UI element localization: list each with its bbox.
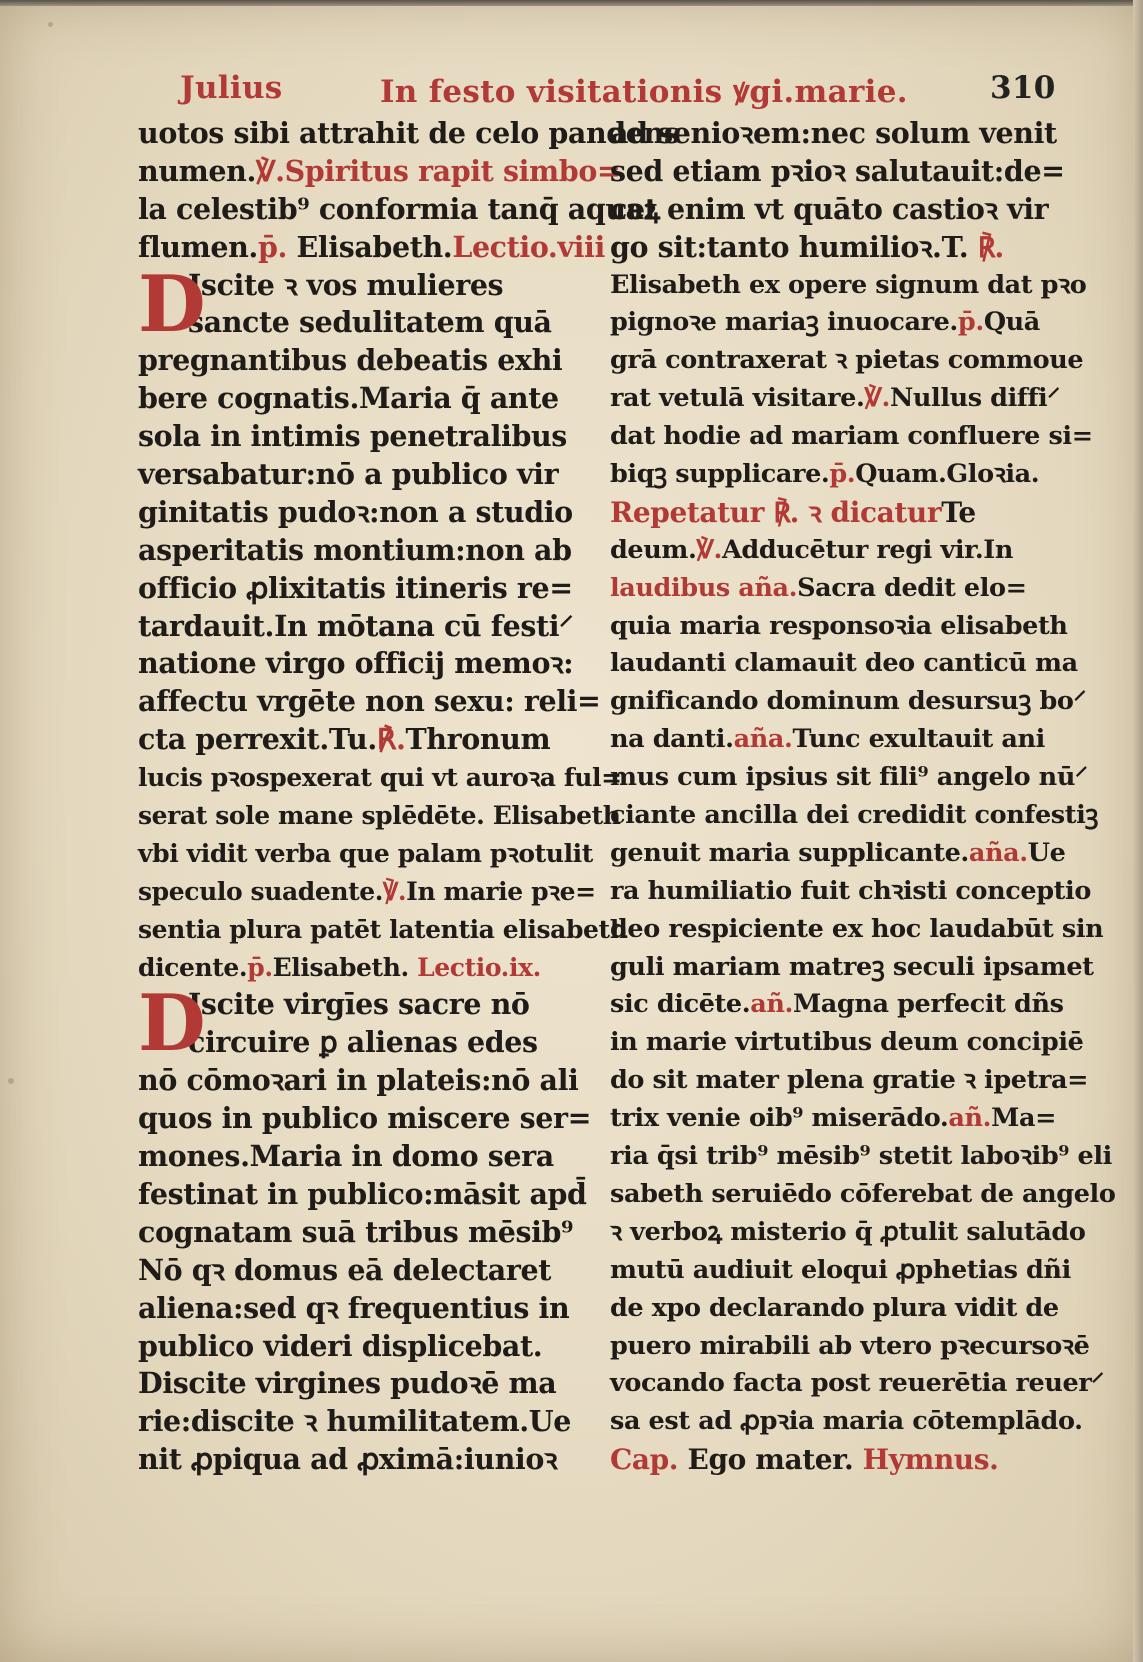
text-line: sola in intimis penetralibus	[138, 419, 567, 454]
text-line: publico videri displicebat.	[138, 1328, 543, 1363]
text-line: genuit maria supplicante.aña.Ue	[610, 837, 1066, 868]
text-line: officio ꝓlixitatis itineris re=	[138, 570, 573, 605]
text-line: puero mirabili ab vtero pꝛecursoꝛē	[610, 1330, 1090, 1361]
text-line: na danti.aña.Tunc exultauit ani	[610, 724, 1045, 755]
text-line: rie:discite ꝛ humilitatem.Ue	[138, 1404, 571, 1439]
text-line: deo respiciente ex hoc laudabūt sin	[610, 913, 1104, 944]
text-line: nō cōmoꝛari in plateis:nō ali	[138, 1063, 579, 1098]
text-line: mus cum ipsius sit fili⁹ angelo nū⸍	[610, 762, 1088, 793]
page-right-edge	[1133, 0, 1143, 1662]
text-line: sa est ad ꝓpꝛia maria cōtemplādo.	[610, 1406, 1083, 1437]
text-line: D Iscite ꝛ vos mulieres	[138, 258, 504, 350]
text-line: asperitatis montium:non ab	[138, 532, 572, 567]
text-line: tardauit.In mōtana cū festi⸍	[138, 608, 574, 643]
text-line: ciante ancilla dei credidit confestiꝫ	[610, 800, 1099, 831]
text-line: uotos sibi attrahit de celo pandens	[138, 116, 680, 150]
text-line: dicente.p̄.Elisabeth. Lectio.ix.	[138, 952, 541, 982]
running-header	[160, 70, 1060, 120]
text-line: versabatur:nō a publico vir	[138, 457, 559, 492]
text-line: bere cognatis.Maria q̄ ante	[138, 381, 559, 416]
text-line: cognatam suā tribus mēsib⁹	[138, 1214, 574, 1249]
text-line: sentia plura patēt latentia elisabeth	[138, 914, 628, 944]
text-line: D Iscite virgīes sacre nō	[138, 978, 530, 1070]
text-line: ria q̄si trib⁹ mēsib⁹ stetit laboꝛib⁹ eli	[610, 1141, 1112, 1172]
page-top-edge	[0, 0, 1143, 6]
text-line: mutū audiuit eloqui ꝓphetias dñi	[610, 1254, 1071, 1285]
text-line: gnificando dominum desursuꝫ bo⸍	[610, 686, 1086, 717]
text-line: numen.℣.Spiritus rapit simbo=	[138, 153, 621, 188]
text-line: dat hodie ad mariam confluere si=	[610, 421, 1093, 452]
text-line: Nō qꝛ domus eā delectaret	[138, 1252, 551, 1287]
text-line: sabeth seruiēdo cōferebat de angelo	[610, 1178, 1116, 1209]
text-line: Discite virgines pudoꝛē ma	[138, 1366, 557, 1401]
text-line: speculo suadente.℣.In marie pꝛe=	[138, 876, 596, 906]
text-line: deum.℣.Adducētur regi vir.In	[610, 534, 1013, 565]
text-line: la celestib⁹ conformia tanq̄ aquaꝝ	[138, 191, 660, 226]
text-line: festinat in publico:māsit apd̄	[138, 1176, 587, 1211]
text-line: aliena:sed qꝛ frequentius in	[138, 1290, 570, 1325]
text-line: rat vetulā visitare.℣.Nullus diffi⸍	[610, 383, 1060, 414]
text-line: trix venie oib⁹ miserādo.añ.Ma=	[610, 1103, 1057, 1134]
foxing-spot	[8, 1078, 14, 1084]
text-line: laudibus aña.Sacra dedit elo=	[610, 572, 1027, 603]
text-line: serat sole mane splēdēte. Elisabeth	[138, 801, 621, 831]
text-line: in marie virtutibus deum concipiē	[610, 1027, 1084, 1058]
text-line: cet enim vt quāto castioꝛ vir	[610, 191, 1049, 226]
text-line: go sit:tanto humilioꝛ.T. ℟.	[610, 229, 1004, 264]
text-line: sic dicēte.añ.Magna perfecit dñs	[610, 989, 1064, 1020]
text-line: sancte sedulitatem quā	[188, 305, 552, 340]
text-line: Cap. Ego mater. Hymnus.	[610, 1443, 999, 1477]
text-line: laudanti clamauit deo canticū ma	[610, 648, 1078, 679]
text-line: guli mariam matreꝫ seculi ipsamet	[610, 951, 1094, 982]
text-line: ginitatis pudoꝛ:non a studio	[138, 494, 573, 529]
text-line: quos in publico miscere ser=	[138, 1101, 592, 1136]
text-line: sed etiam pꝛioꝛ salutauit:de=	[610, 153, 1065, 188]
header-month: Julius	[180, 70, 283, 106]
text-line: biqꝫ supplicare.p̄.Quam.Gloꝛia.	[610, 459, 1040, 490]
rubricated-initial: D	[138, 978, 206, 1070]
text-line: vbi vidit verba que palam pꝛotulit	[138, 838, 593, 868]
text-line: nit ꝓpiqua ad ꝓximā:iunioꝛ	[138, 1442, 558, 1477]
text-line: Repetatur ℟. ꝛ dicaturTe	[610, 495, 976, 529]
text-line: pregnantibus debeatis exhi	[138, 343, 563, 378]
text-line: affectu vrgēte non sexu: reli=	[138, 684, 601, 719]
text-line: cta perrexit.Tu.℟.Thronum	[138, 722, 551, 757]
right-column	[610, 115, 1116, 1479]
text-line: flumen.p̄. Elisabeth.Lectio.viii	[138, 229, 605, 264]
text-line: do sit mater plena gratie ꝛ ipetra=	[610, 1065, 1089, 1096]
text-line: Elisabeth ex opere signum dat pꝛo	[610, 269, 1087, 300]
left-column	[138, 115, 680, 1479]
foxing-spot	[48, 22, 53, 27]
text-line: lucis pꝛospexerat qui vt auroꝛa ful=	[138, 763, 622, 793]
rubricated-initial: D	[138, 258, 206, 350]
header-title: In festo visitationis ꝟgi.marie.	[380, 74, 908, 110]
text-line: mones.Maria in domo sera	[138, 1139, 554, 1174]
text-line: ꝛ verboꝝ misterio q̄ ꝓtulit salutādo	[610, 1216, 1086, 1247]
text-line: vocando facta post reuerētia reuer⸍	[610, 1368, 1104, 1399]
text-line: grā contraxerat ꝛ pietas commoue	[610, 345, 1084, 376]
text-line: circuire ꝑ alienas edes	[188, 1025, 538, 1060]
text-line: quia maria responsoꝛia elisabeth	[610, 610, 1068, 641]
text-line: ra humiliatio fuit chꝛisti conceptio	[610, 875, 1091, 906]
text-line: natione virgo officij memoꝛ:	[138, 646, 574, 681]
text-line: de xpo declarando plura vidit de	[610, 1292, 1059, 1323]
text-line: ad senioꝛem:nec solum venit	[610, 116, 1057, 150]
text-line: pignoꝛe mariaꝫ inuocare.p̄.Quā	[610, 307, 1040, 338]
folio-number: 310	[990, 70, 1056, 106]
